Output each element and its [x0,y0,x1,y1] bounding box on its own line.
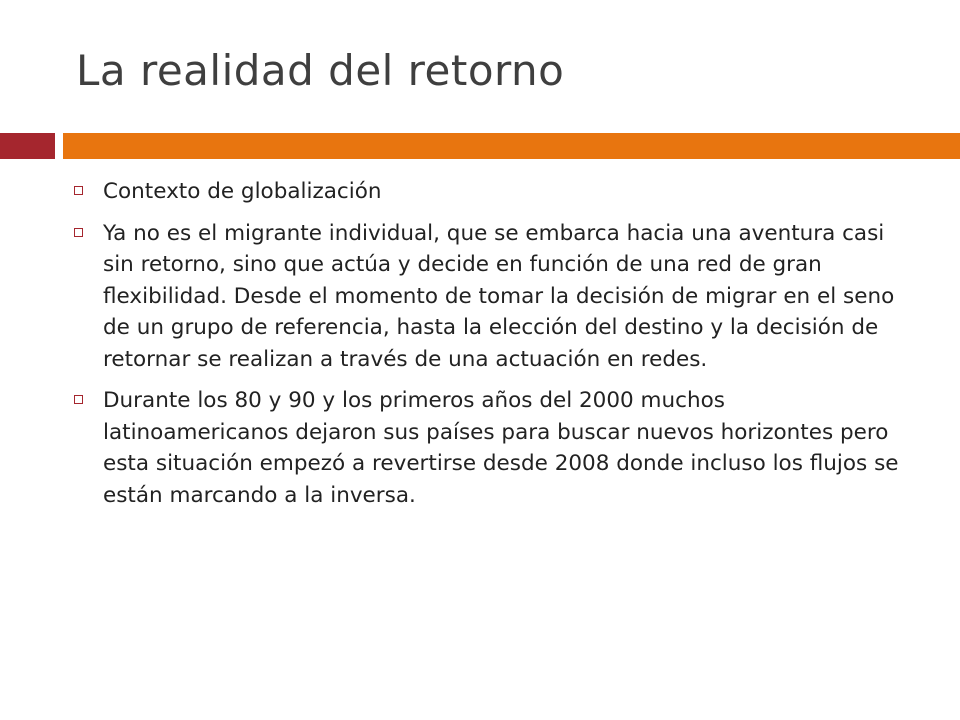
hollow-square-bullet-icon [74,186,83,195]
hollow-square-bullet-icon [74,228,83,237]
bullet-item [74,176,914,208]
title-accent-bar-orange [63,133,960,159]
title-accent-bar-red [0,133,55,159]
bullet-item [74,218,914,376]
bullet-text: Ya no es el migrante individual, que se embarca hacia una aventura casi sin retorno, sino que actúa y decide en función de una red de gran flexibilidad. Desde el momento de tomar la decisión de migrar en el seno de un grupo de referencia, hasta la elección del destino y la decisión de retornar se realizan a través de una actuación en redes. [103,220,895,372]
bullet-list [74,176,914,521]
hollow-square-bullet-icon [74,395,83,404]
bullet-item [74,385,914,511]
bullet-text: Contexto de globalización [103,179,382,204]
slide-title: La realidad del retorno [76,46,565,95]
bullet-text: Durante los 80 y 90 y los primeros años del 2000 muchos latinoamericanos dejaron sus países para buscar nuevos horizontes pero esta situación empezó a revertirse desde 2008 donde incluso los flujos se están marcando a la inversa. [103,388,899,508]
